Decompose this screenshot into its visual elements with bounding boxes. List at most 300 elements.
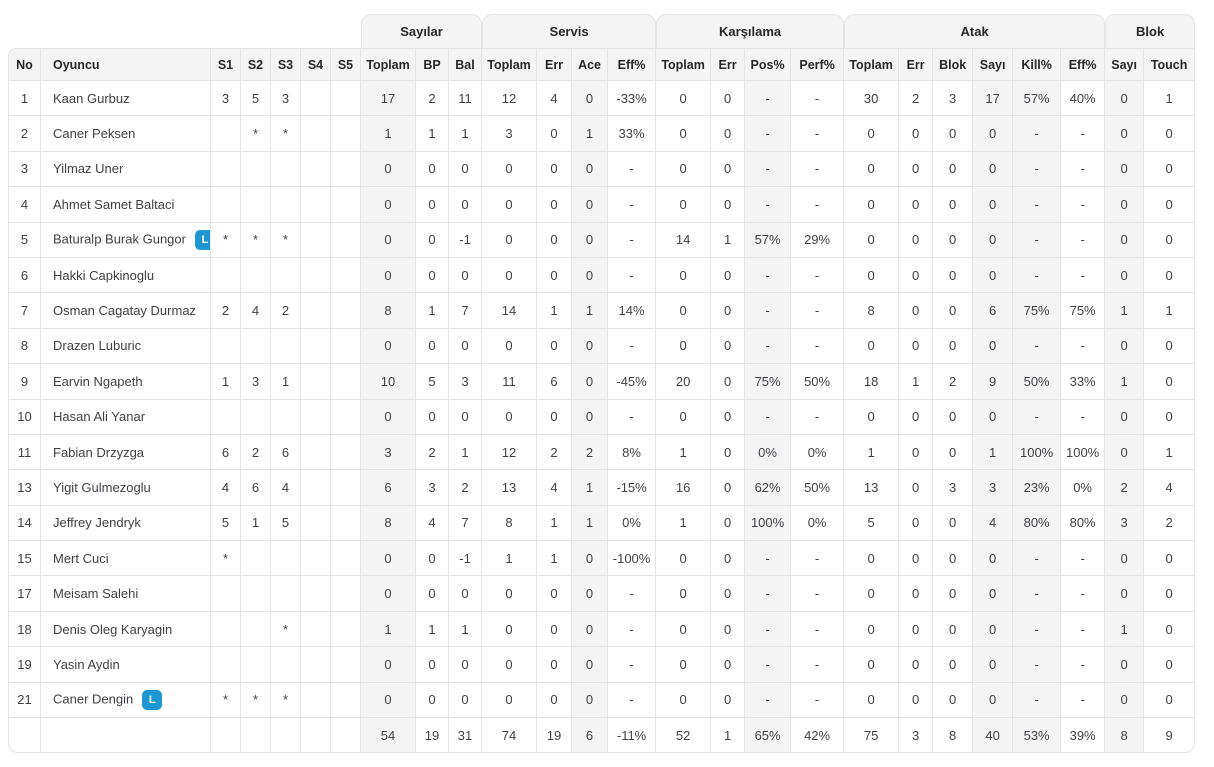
stat-cell: - xyxy=(791,258,844,293)
stat-cell: -1 xyxy=(449,541,482,576)
stat-cell: 1 xyxy=(1105,612,1144,647)
stat-cell: 0 xyxy=(537,400,572,435)
player-name-cell xyxy=(41,647,211,682)
player-name: Meisam Salehi xyxy=(53,586,139,602)
stat-cell: 1 xyxy=(572,293,608,328)
stat-cell: - xyxy=(791,81,844,116)
stat-cell: 0 xyxy=(416,187,449,222)
set-cell xyxy=(331,506,361,541)
set-cell: 3 xyxy=(241,364,271,399)
column-header-row xyxy=(8,48,1195,81)
stat-cell: 0 xyxy=(1105,116,1144,151)
stat-cell: - xyxy=(745,612,791,647)
set-cell xyxy=(331,152,361,187)
stat-cell: 0 xyxy=(711,435,745,470)
stat-cell: 0 xyxy=(537,187,572,222)
set-cell: 2 xyxy=(271,293,301,328)
group-header-servis: Servis xyxy=(482,14,656,48)
stat-cell: - xyxy=(791,329,844,364)
set-cell: 6 xyxy=(241,470,271,505)
stat-cell: -15% xyxy=(608,470,656,505)
stat-cell: 0 xyxy=(1105,223,1144,258)
stat-cell: 0 xyxy=(482,258,537,293)
totals-stat-cell: 8 xyxy=(933,718,973,753)
stat-cell: 0 xyxy=(973,223,1013,258)
stat-cell: 0 xyxy=(973,541,1013,576)
stat-cell: 0 xyxy=(1144,329,1195,364)
set-cell xyxy=(331,576,361,611)
stat-cell: - xyxy=(745,116,791,151)
stat-cell: - xyxy=(1013,187,1061,222)
stat-cell: 3 xyxy=(416,470,449,505)
stat-cell: - xyxy=(608,223,656,258)
stat-cell: 0 xyxy=(711,116,745,151)
set-cell xyxy=(241,329,271,364)
stat-cell: 0 xyxy=(899,258,933,293)
stat-cell: 0 xyxy=(973,683,1013,718)
set-cell xyxy=(211,116,241,151)
stat-cell: 0 xyxy=(844,541,899,576)
stat-cell: 0 xyxy=(449,683,482,718)
stat-cell: 0 xyxy=(711,293,745,328)
stat-cell: - xyxy=(745,258,791,293)
stat-cell: 33% xyxy=(1061,364,1105,399)
stat-cell: 0 xyxy=(416,152,449,187)
stat-cell: 0 xyxy=(537,647,572,682)
player-number-cell: 5 xyxy=(8,223,41,258)
stat-cell: 0 xyxy=(899,329,933,364)
player-number-cell: 21 xyxy=(8,683,41,718)
stat-cell: - xyxy=(745,400,791,435)
stat-cell: 0 xyxy=(844,683,899,718)
stat-cell: 0 xyxy=(1144,187,1195,222)
stat-cell: 0 xyxy=(711,81,745,116)
stat-cell: 13 xyxy=(844,470,899,505)
stat-cell: 16 xyxy=(656,470,711,505)
stat-cell: 1 xyxy=(1105,293,1144,328)
stat-cell: 2 xyxy=(449,470,482,505)
col-header-s5: S5 xyxy=(331,48,361,81)
stat-cell: 0 xyxy=(416,258,449,293)
set-cell xyxy=(301,258,331,293)
stat-cell: 0 xyxy=(537,612,572,647)
stat-cell: 0 xyxy=(537,223,572,258)
table-row xyxy=(8,116,1195,151)
stat-cell: 1 xyxy=(361,612,416,647)
stat-cell: - xyxy=(791,576,844,611)
stat-cell: 80% xyxy=(1013,506,1061,541)
set-cell xyxy=(331,329,361,364)
stat-cell: - xyxy=(1013,647,1061,682)
stat-cell: 0 xyxy=(899,400,933,435)
stat-cell: 1 xyxy=(416,612,449,647)
totals-empty-cell xyxy=(331,718,361,753)
col-header-bal: Bal xyxy=(449,48,482,81)
set-cell xyxy=(331,258,361,293)
stat-cell: - xyxy=(1061,647,1105,682)
stat-cell: 2 xyxy=(933,364,973,399)
set-cell: * xyxy=(241,683,271,718)
libero-badge: L xyxy=(195,230,211,250)
totals-empty-cell xyxy=(301,718,331,753)
stat-cell: 0 xyxy=(933,187,973,222)
stat-cell: 0 xyxy=(899,506,933,541)
stat-cell: 1 xyxy=(656,506,711,541)
stat-cell: 0 xyxy=(844,400,899,435)
player-number-cell: 1 xyxy=(8,81,41,116)
totals-stat-cell: 65% xyxy=(745,718,791,753)
stat-cell: 0 xyxy=(1105,152,1144,187)
stat-cell: 13 xyxy=(482,470,537,505)
player-name: Mert Cuci xyxy=(53,550,109,566)
stat-cell: 62% xyxy=(745,470,791,505)
stat-cell: 7 xyxy=(449,506,482,541)
stat-cell: - xyxy=(745,187,791,222)
set-cell: * xyxy=(271,116,301,151)
set-cell xyxy=(211,647,241,682)
stat-cell: 0 xyxy=(449,152,482,187)
stat-cell: 0 xyxy=(361,647,416,682)
stat-cell: 0 xyxy=(656,293,711,328)
stat-cell: 0 xyxy=(933,293,973,328)
group-header-sayilar: Sayılar xyxy=(361,14,482,48)
stat-cell: 0 xyxy=(572,400,608,435)
totals-stat-cell: 9 xyxy=(1144,718,1195,753)
set-cell xyxy=(241,187,271,222)
stat-cell: 0 xyxy=(449,187,482,222)
col-header-atak-toplam: Toplam xyxy=(844,48,899,81)
stat-cell: 29% xyxy=(791,223,844,258)
stat-cell: 4 xyxy=(537,470,572,505)
stat-cell: 100% xyxy=(745,506,791,541)
stat-cell: - xyxy=(791,647,844,682)
totals-stat-cell: 39% xyxy=(1061,718,1105,753)
set-cell xyxy=(241,647,271,682)
set-cell xyxy=(241,400,271,435)
stat-cell: 1 xyxy=(1105,364,1144,399)
totals-stat-cell: 19 xyxy=(416,718,449,753)
player-name-cell xyxy=(41,435,211,470)
col-header-no: No xyxy=(8,48,41,81)
set-cell: 4 xyxy=(241,293,271,328)
stat-cell: 0 xyxy=(482,329,537,364)
player-number-cell: 13 xyxy=(8,470,41,505)
set-cell xyxy=(301,576,331,611)
stat-cell: 0 xyxy=(482,612,537,647)
stat-cell: 0 xyxy=(572,152,608,187)
stat-cell: 0 xyxy=(572,364,608,399)
stat-cell: 0 xyxy=(711,647,745,682)
table-row xyxy=(8,683,1195,718)
stat-cell: 0 xyxy=(899,647,933,682)
player-number-cell: 18 xyxy=(8,612,41,647)
stat-cell: 57% xyxy=(745,223,791,258)
totals-stat-cell: 8 xyxy=(1105,718,1144,753)
set-cell xyxy=(331,81,361,116)
stat-cell: 0 xyxy=(572,258,608,293)
stat-cell: 0 xyxy=(482,152,537,187)
stat-cell: 0 xyxy=(1144,364,1195,399)
stat-cell: 0 xyxy=(933,116,973,151)
stat-cell: 0 xyxy=(711,541,745,576)
totals-empty-cell xyxy=(211,718,241,753)
set-cell xyxy=(331,541,361,576)
player-name-cell xyxy=(41,541,211,576)
stat-cell: 0 xyxy=(844,187,899,222)
stat-cell: 0 xyxy=(361,187,416,222)
libero-badge: L xyxy=(142,690,162,710)
stat-cell: 0 xyxy=(572,223,608,258)
set-cell: * xyxy=(211,541,241,576)
stat-cell: 0 xyxy=(711,152,745,187)
stat-cell: 0 xyxy=(711,576,745,611)
player-number-cell: 19 xyxy=(8,647,41,682)
stat-cell: 0 xyxy=(537,329,572,364)
set-cell xyxy=(211,612,241,647)
set-cell: 3 xyxy=(211,81,241,116)
stat-cell: 5 xyxy=(844,506,899,541)
stat-cell: 0% xyxy=(608,506,656,541)
stat-cell: - xyxy=(1013,116,1061,151)
stat-cell: 2 xyxy=(537,435,572,470)
stat-cell: 18 xyxy=(844,364,899,399)
stat-cell: 0 xyxy=(973,612,1013,647)
set-cell xyxy=(331,612,361,647)
stat-cell: 0 xyxy=(844,612,899,647)
player-number-cell: 3 xyxy=(8,152,41,187)
set-cell: * xyxy=(271,223,301,258)
stat-cell: - xyxy=(1013,152,1061,187)
stat-cell: 0 xyxy=(711,364,745,399)
player-name-cell xyxy=(41,293,211,328)
stat-cell: 0% xyxy=(1061,470,1105,505)
stat-cell: 0 xyxy=(711,470,745,505)
stat-cell: 0 xyxy=(1144,541,1195,576)
stat-cell: 0 xyxy=(1144,647,1195,682)
col-header-pos: Pos% xyxy=(745,48,791,81)
stat-cell: 1 xyxy=(537,293,572,328)
stat-cell: 100% xyxy=(1013,435,1061,470)
stat-cell: 6 xyxy=(537,364,572,399)
set-cell: 4 xyxy=(271,470,301,505)
stat-cell: 9 xyxy=(973,364,1013,399)
stat-cell: - xyxy=(791,293,844,328)
stat-cell: 0 xyxy=(416,223,449,258)
stat-cell: 0 xyxy=(1105,435,1144,470)
stat-cell: - xyxy=(745,683,791,718)
stat-cell: 2 xyxy=(899,81,933,116)
stat-cell: - xyxy=(1061,541,1105,576)
set-cell xyxy=(301,329,331,364)
stat-cell: 0 xyxy=(1105,683,1144,718)
stat-cell: 1 xyxy=(449,435,482,470)
table-row xyxy=(8,187,1195,222)
player-name-cell xyxy=(41,683,211,718)
stat-cell: 0 xyxy=(449,258,482,293)
stat-cell: 0 xyxy=(711,258,745,293)
stat-cell: 0 xyxy=(572,187,608,222)
stat-cell: - xyxy=(608,152,656,187)
stat-cell: 0 xyxy=(1105,187,1144,222)
stat-cell: 0 xyxy=(844,152,899,187)
totals-stat-cell: 74 xyxy=(482,718,537,753)
col-header-servis-eff: Eff% xyxy=(608,48,656,81)
set-cell: * xyxy=(211,223,241,258)
set-cell xyxy=(211,329,241,364)
stat-cell: 1 xyxy=(572,506,608,541)
stat-cell: 0 xyxy=(933,329,973,364)
player-name: Yilmaz Uner xyxy=(53,161,124,177)
stat-cell: 0 xyxy=(899,116,933,151)
set-cell xyxy=(241,152,271,187)
set-cell xyxy=(331,683,361,718)
stat-cell: - xyxy=(745,81,791,116)
stat-cell: 0 xyxy=(572,683,608,718)
stat-cell: 0 xyxy=(1105,400,1144,435)
stat-cell: - xyxy=(1061,116,1105,151)
stat-cell: 0 xyxy=(1144,683,1195,718)
set-cell xyxy=(271,541,301,576)
table-row xyxy=(8,576,1195,611)
stat-cell: 0 xyxy=(361,258,416,293)
set-cell xyxy=(241,612,271,647)
table-row xyxy=(8,258,1195,293)
stat-cell: - xyxy=(1061,152,1105,187)
stat-cell: 0 xyxy=(656,612,711,647)
stat-cell: 0 xyxy=(1144,223,1195,258)
stat-cell: 0 xyxy=(711,683,745,718)
player-name: Caner Dengin xyxy=(53,691,134,707)
stat-cell: 0 xyxy=(899,612,933,647)
set-cell xyxy=(211,152,241,187)
stat-cell: 8% xyxy=(608,435,656,470)
set-cell xyxy=(331,293,361,328)
stat-cell: 14% xyxy=(608,293,656,328)
stat-cell: 1 xyxy=(482,541,537,576)
stat-cell: - xyxy=(1061,329,1105,364)
player-number-cell: 10 xyxy=(8,400,41,435)
stat-cell: 0 xyxy=(973,116,1013,151)
stat-cell: 3 xyxy=(482,116,537,151)
totals-stat-cell: 3 xyxy=(899,718,933,753)
table-row xyxy=(8,506,1195,541)
stat-cell: 0 xyxy=(361,683,416,718)
set-cell xyxy=(301,612,331,647)
totals-stat-cell: -11% xyxy=(608,718,656,753)
stat-cell: 0 xyxy=(656,400,711,435)
stat-cell: 1 xyxy=(416,116,449,151)
stat-cell: -33% xyxy=(608,81,656,116)
set-cell xyxy=(301,541,331,576)
stat-cell: 0 xyxy=(416,683,449,718)
stat-cell: - xyxy=(1061,223,1105,258)
stat-cell: 0 xyxy=(572,81,608,116)
stat-cell: 0 xyxy=(656,647,711,682)
stat-cell: 1 xyxy=(1144,81,1195,116)
set-cell xyxy=(301,116,331,151)
stat-cell: 1 xyxy=(656,435,711,470)
player-name: Fabian Drzyzga xyxy=(53,444,145,460)
stat-cell: - xyxy=(745,541,791,576)
stat-cell: 8 xyxy=(361,506,416,541)
stat-cell: 0 xyxy=(933,612,973,647)
col-header-s1: S1 xyxy=(211,48,241,81)
stat-cell: - xyxy=(791,683,844,718)
player-name: Hasan Ali Yanar xyxy=(53,409,146,425)
set-cell xyxy=(211,187,241,222)
stat-cell: 0 xyxy=(973,258,1013,293)
player-name-cell xyxy=(41,576,211,611)
stat-cell: 14 xyxy=(482,293,537,328)
stat-cell: 0 xyxy=(656,187,711,222)
stat-cell: 6 xyxy=(973,293,1013,328)
stat-cell: 0 xyxy=(844,329,899,364)
stat-cell: 0 xyxy=(1144,116,1195,151)
col-header-karsilama-err: Err xyxy=(711,48,745,81)
stat-cell: 0 xyxy=(416,400,449,435)
set-cell xyxy=(331,647,361,682)
stat-cell: 57% xyxy=(1013,81,1061,116)
stat-cell: 7 xyxy=(449,293,482,328)
player-number-cell: 17 xyxy=(8,576,41,611)
stat-cell: 0 xyxy=(572,647,608,682)
group-header-blok: Blok xyxy=(1105,14,1195,48)
stat-cell: 6 xyxy=(361,470,416,505)
set-cell xyxy=(301,470,331,505)
col-header-oyuncu: Oyuncu xyxy=(41,48,211,81)
stat-cell: 0 xyxy=(537,683,572,718)
stat-cell: 0 xyxy=(899,435,933,470)
col-header-blok-sayi: Sayı xyxy=(1105,48,1144,81)
col-header-sayilar-toplam: Toplam xyxy=(361,48,416,81)
set-cell xyxy=(271,187,301,222)
stat-cell: 75% xyxy=(1013,293,1061,328)
stat-cell: 0 xyxy=(656,683,711,718)
stat-cell: 0 xyxy=(1144,400,1195,435)
stat-cell: 50% xyxy=(791,364,844,399)
stat-cell: 0 xyxy=(1144,258,1195,293)
stat-cell: 0 xyxy=(711,329,745,364)
stat-cell: 0 xyxy=(1144,576,1195,611)
stat-cell: 0 xyxy=(1144,612,1195,647)
stat-cell: 1 xyxy=(572,470,608,505)
player-name-cell xyxy=(41,81,211,116)
stat-cell: - xyxy=(1061,683,1105,718)
stat-cell: 3 xyxy=(1105,506,1144,541)
table-row xyxy=(8,329,1195,364)
stat-cell: 0 xyxy=(572,612,608,647)
stat-cell: 2 xyxy=(572,435,608,470)
stat-cell: - xyxy=(1061,612,1105,647)
stat-cell: 4 xyxy=(973,506,1013,541)
stat-cell: 0 xyxy=(973,329,1013,364)
stat-cell: 0 xyxy=(899,152,933,187)
stat-cell: 4 xyxy=(537,81,572,116)
set-cell: 6 xyxy=(211,435,241,470)
set-cell xyxy=(331,364,361,399)
player-name-cell xyxy=(41,116,211,151)
stat-cell: - xyxy=(745,576,791,611)
group-header-karsilama: Karşılama xyxy=(656,14,844,48)
col-header-atak-err: Err xyxy=(899,48,933,81)
set-cell xyxy=(331,400,361,435)
stat-cell: 0 xyxy=(361,223,416,258)
stat-cell: 3 xyxy=(449,364,482,399)
stat-cell: 8 xyxy=(361,293,416,328)
stat-cell: - xyxy=(791,612,844,647)
stat-cell: - xyxy=(1013,576,1061,611)
stat-cell: 0 xyxy=(1105,329,1144,364)
